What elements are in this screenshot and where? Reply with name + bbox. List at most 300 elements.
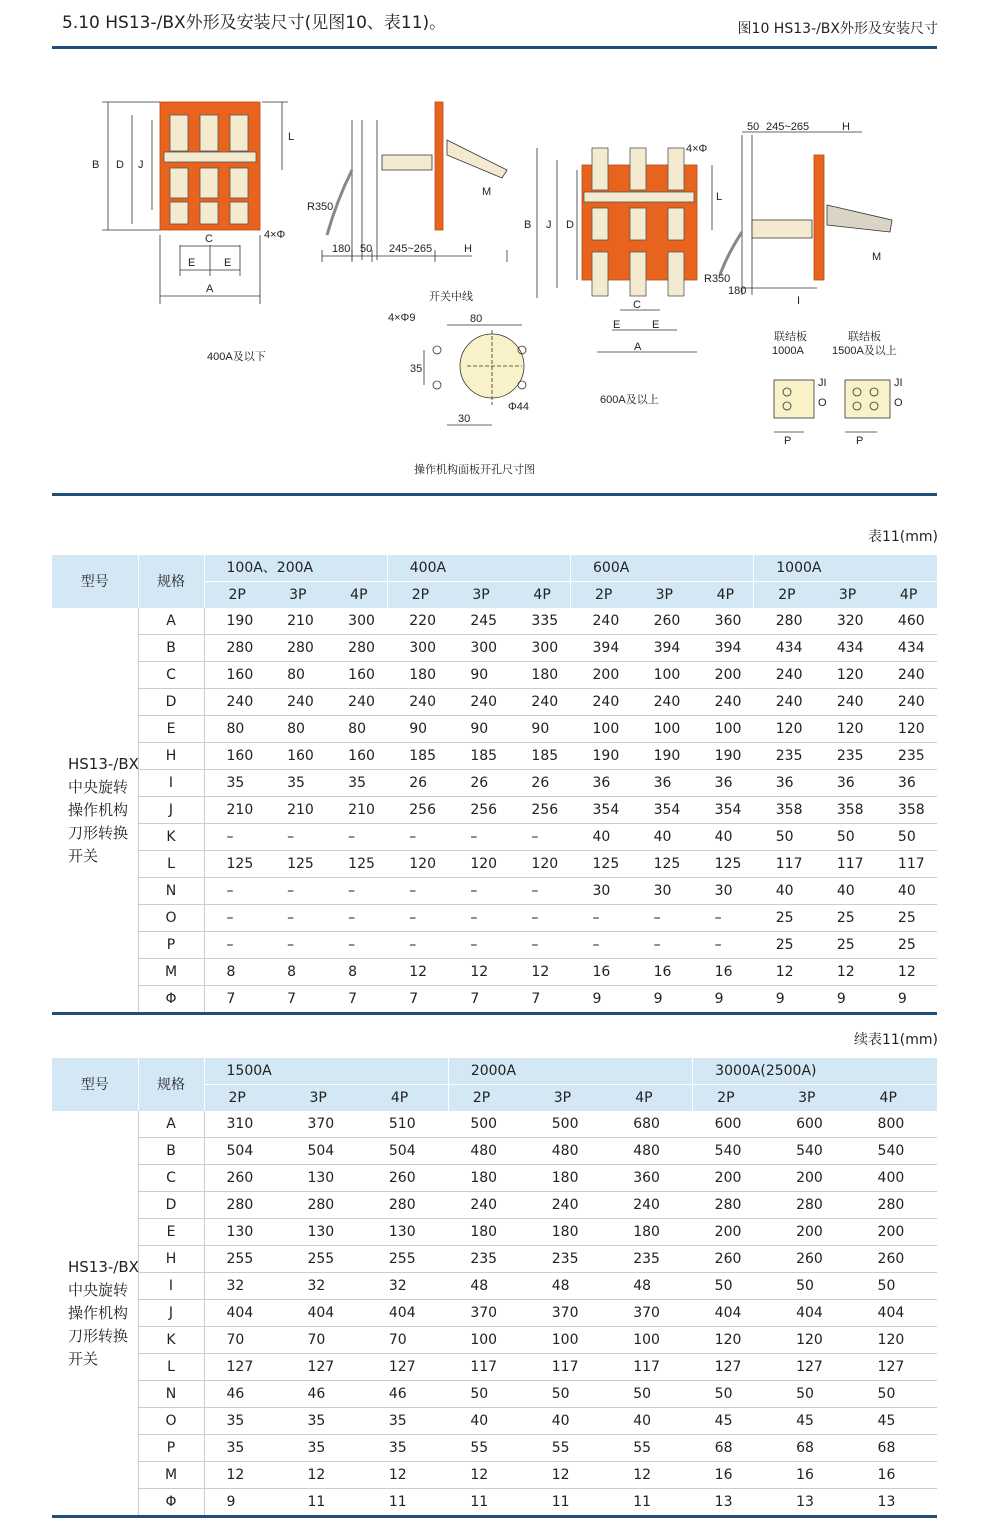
diagram-rule [52, 493, 937, 496]
value-cell: 504 [307, 1143, 335, 1159]
value-cell: 120 [877, 1332, 905, 1348]
value-cell: 120 [836, 721, 864, 737]
value-cell: 36 [592, 775, 611, 791]
dim-h-600: H [842, 121, 850, 133]
spec-key: D [138, 689, 204, 716]
value-cell: 120 [470, 856, 498, 872]
value-cell: 125 [592, 856, 620, 872]
value-cell: 200 [714, 667, 742, 683]
value-cell: 40 [633, 1413, 652, 1429]
dim-180-600: 180 [728, 285, 747, 297]
value-cell: 45 [796, 1413, 814, 1429]
value-cell: 40 [714, 829, 733, 845]
value-cell: 9 [897, 991, 907, 1007]
table-row [52, 959, 937, 986]
value-cell: 260 [388, 1170, 416, 1186]
value-cell: 370 [470, 1305, 498, 1321]
value-cell: 117 [836, 856, 864, 872]
dim-c-600: C [633, 299, 641, 311]
pole-header: 4P [856, 1085, 937, 1112]
table-row [52, 1300, 937, 1327]
value-cell: 235 [775, 748, 803, 764]
value-cell: 256 [409, 802, 436, 818]
value-cell: 130 [307, 1170, 335, 1186]
dim-e1-600: E [613, 319, 621, 331]
value-cell: 434 [775, 640, 803, 656]
table-row [52, 608, 937, 635]
value-cell: 354 [714, 802, 742, 818]
value-cell: 50 [877, 1386, 896, 1402]
value-cell: 240 [592, 613, 620, 629]
value-cell: 400 [877, 1170, 905, 1186]
value-cell: 117 [897, 856, 925, 872]
value-cell: 300 [531, 640, 559, 656]
dim-m-400: M [482, 186, 492, 198]
pole-header: 2P [448, 1085, 529, 1112]
value-cell: 50 [836, 829, 855, 845]
spec-key: E [138, 716, 204, 743]
value-cell: 130 [388, 1224, 416, 1240]
value-cell: 46 [226, 1386, 245, 1402]
value-cell: 127 [796, 1359, 823, 1375]
pole-header: 3P [448, 582, 509, 609]
value-cell: 260 [877, 1251, 905, 1267]
value-cell: 25 [836, 937, 855, 953]
value-cell: – [470, 937, 478, 953]
value-cell: 280 [226, 1197, 254, 1213]
value-cell: 125 [348, 856, 375, 872]
value-cell: 25 [897, 937, 916, 953]
value-cell: 370 [633, 1305, 660, 1321]
pole-header: 4P [876, 582, 937, 609]
value-cell: 127 [226, 1359, 254, 1375]
value-cell: 12 [775, 964, 794, 980]
value-cell: 404 [226, 1305, 254, 1321]
spec-key: M [138, 959, 204, 986]
spec-key: K [138, 824, 204, 851]
value-cell: 117 [551, 1359, 579, 1375]
value-cell: 200 [592, 667, 620, 683]
value-cell: 46 [388, 1386, 407, 1402]
spec-key: H [138, 743, 204, 770]
value-cell: 180 [409, 667, 436, 683]
value-cell: 256 [531, 802, 559, 818]
table-row [52, 1408, 937, 1435]
dim-b-400: B [92, 159, 100, 171]
dim-p-1500: P [856, 435, 864, 447]
value-cell: 9 [836, 991, 846, 1007]
value-cell: 504 [388, 1143, 416, 1159]
value-cell: 358 [775, 802, 803, 818]
value-cell: 127 [877, 1359, 905, 1375]
pole-header: 3P [815, 582, 876, 609]
pole-header: 2P [204, 582, 265, 609]
value-cell: 35 [348, 775, 366, 791]
value-cell: 180 [551, 1224, 579, 1240]
value-cell: 16 [714, 964, 733, 980]
value-cell: 504 [226, 1143, 254, 1159]
spec-key: H [138, 1246, 204, 1273]
value-cell: 280 [287, 640, 314, 656]
value-cell: 30 [653, 883, 672, 899]
value-cell: 600 [796, 1116, 823, 1132]
value-cell: 90 [531, 721, 550, 737]
value-cell: 125 [653, 856, 681, 872]
value-cell: 280 [307, 1197, 335, 1213]
table-row [52, 1273, 937, 1300]
value-cell: 16 [714, 1467, 733, 1483]
spec-key: A [138, 608, 204, 635]
value-cell: 320 [836, 613, 864, 629]
pole-header: 4P [693, 582, 754, 609]
rating-group-header: 2000A [448, 1058, 692, 1085]
value-cell: 280 [388, 1197, 416, 1213]
value-cell: 50 [633, 1386, 652, 1402]
figure-caption: 图10 HS13-/BX外形及安装尺寸 [737, 21, 938, 37]
value-cell: 240 [897, 667, 925, 683]
value-cell: 35 [388, 1413, 407, 1429]
value-cell: 50 [714, 1386, 733, 1402]
value-cell: 358 [897, 802, 925, 818]
table-row [52, 716, 937, 743]
spec-header: 规格 [138, 1058, 204, 1111]
value-cell: 240 [714, 694, 742, 710]
value-cell: 11 [388, 1494, 407, 1510]
value-cell: 120 [714, 1332, 742, 1348]
value-cell: 26 [409, 775, 428, 791]
value-cell: 12 [551, 1467, 570, 1483]
value-cell: 360 [633, 1170, 660, 1186]
value-cell: – [226, 829, 234, 845]
value-cell: 190 [592, 748, 620, 764]
value-cell: 460 [897, 613, 925, 629]
pole-header: 3P [530, 1085, 611, 1112]
value-cell: 45 [714, 1413, 733, 1429]
value-cell: 9 [653, 991, 663, 1007]
value-cell: 7 [226, 991, 236, 1007]
value-cell: 260 [653, 613, 681, 629]
table-row [52, 905, 937, 932]
value-cell: 180 [551, 1170, 579, 1186]
spec-table-2 [52, 1058, 937, 1518]
value-cell: – [470, 829, 478, 845]
value-cell: 26 [531, 775, 550, 791]
value-cell: 480 [470, 1143, 498, 1159]
switch-600a-side [814, 155, 824, 280]
dim-180-400: 180 [332, 243, 351, 255]
dim-l-600: L [716, 191, 723, 203]
value-cell: 35 [388, 1440, 407, 1456]
value-cell: 240 [836, 694, 864, 710]
label-panel-cutout: 操作机构面板开孔尺寸图 [414, 464, 535, 476]
value-cell: 46 [307, 1386, 326, 1402]
value-cell: 68 [714, 1440, 733, 1456]
pole-header: 4P [509, 582, 570, 609]
spec-key: P [138, 932, 204, 959]
spec-key: D [138, 1192, 204, 1219]
value-cell: 404 [307, 1305, 335, 1321]
value-cell: 11 [307, 1494, 326, 1510]
value-cell: 240 [775, 667, 803, 683]
rating-group-header: 600A [571, 555, 754, 582]
value-cell: 90 [470, 667, 489, 683]
pole-header: 2P [693, 1085, 774, 1112]
table-row [52, 1462, 937, 1489]
spec-key: N [138, 878, 204, 905]
dim-r350-400: R350 [307, 201, 334, 213]
spec-key: B [138, 1138, 204, 1165]
value-cell: 50 [796, 1278, 814, 1294]
value-cell: 260 [226, 1170, 254, 1186]
spec-header: 规格 [138, 555, 204, 608]
value-cell: 48 [633, 1278, 652, 1294]
value-cell: 480 [633, 1143, 660, 1159]
value-cell: 210 [287, 613, 314, 629]
value-cell: 70 [388, 1332, 407, 1348]
value-cell: 255 [388, 1251, 416, 1267]
spec-key: B [138, 635, 204, 662]
value-cell: 210 [287, 802, 314, 818]
dim-h-400: H [464, 243, 472, 255]
dim-50-400: 50 [360, 243, 373, 255]
value-cell: – [470, 883, 478, 899]
value-cell: 125 [226, 856, 254, 872]
value-cell: 190 [653, 748, 681, 764]
label-400a: 400A及以下 [207, 351, 266, 363]
dim-c-400: C [205, 233, 213, 245]
dim-phi9: 4×Φ9 [388, 312, 416, 324]
value-cell: 210 [348, 802, 375, 818]
model-header: 型号 [52, 555, 138, 608]
value-cell: 12 [409, 964, 428, 980]
value-cell: 180 [470, 1170, 498, 1186]
value-cell: 280 [796, 1197, 823, 1213]
value-cell: 48 [551, 1278, 570, 1294]
spec-key: C [138, 1165, 204, 1192]
value-cell: 240 [348, 694, 375, 710]
value-cell: 50 [714, 1278, 733, 1294]
rating-group-header: 400A [387, 555, 570, 582]
value-cell: 40 [592, 829, 611, 845]
value-cell: 50 [551, 1386, 570, 1402]
value-cell: 7 [409, 991, 419, 1007]
label-link-1000-a: 联结板 [774, 331, 807, 343]
value-cell: 32 [388, 1278, 407, 1294]
value-cell: 255 [226, 1251, 254, 1267]
value-cell: 354 [653, 802, 681, 818]
value-cell: 12 [836, 964, 855, 980]
spec-key: P [138, 1435, 204, 1462]
dim-80: 80 [470, 313, 483, 325]
value-cell: 16 [877, 1467, 896, 1483]
spec-key: L [138, 1354, 204, 1381]
dim-j-600: J [546, 219, 552, 231]
value-cell: 36 [653, 775, 672, 791]
value-cell: 540 [796, 1143, 823, 1159]
value-cell: 25 [775, 910, 794, 926]
value-cell: 240 [897, 694, 925, 710]
value-cell: 120 [836, 667, 864, 683]
value-cell: 680 [633, 1116, 660, 1132]
table-row [52, 797, 937, 824]
value-cell: 160 [226, 748, 254, 764]
value-cell: 200 [877, 1224, 905, 1240]
spec-key: Φ [138, 986, 204, 1014]
value-cell: 300 [470, 640, 498, 656]
value-cell: 240 [775, 694, 803, 710]
value-cell: 434 [836, 640, 864, 656]
value-cell: 404 [388, 1305, 416, 1321]
value-cell: 160 [287, 748, 314, 764]
table-row [52, 1354, 937, 1381]
value-cell: 25 [897, 910, 916, 926]
dim-ji-1000: JI [818, 377, 827, 389]
value-cell: 240 [653, 694, 681, 710]
pole-header: 3P [285, 1085, 366, 1112]
spec-key: O [138, 1408, 204, 1435]
spec-table-1 [52, 555, 937, 1015]
table-row [52, 851, 937, 878]
value-cell: 40 [470, 1413, 489, 1429]
value-cell: 7 [470, 991, 480, 1007]
rating-group-header: 1000A [754, 555, 937, 582]
value-cell: 120 [531, 856, 559, 872]
spec-key: N [138, 1381, 204, 1408]
pole-header: 3P [632, 582, 693, 609]
value-cell: 40 [836, 883, 855, 899]
pole-header: 4P [367, 1085, 448, 1112]
value-cell: 12 [897, 964, 916, 980]
value-cell: 70 [226, 1332, 245, 1348]
value-cell: 50 [897, 829, 916, 845]
dim-j-400: J [138, 159, 144, 171]
value-cell: 354 [592, 802, 620, 818]
value-cell: 117 [633, 1359, 660, 1375]
dim-phi-400: 4×Φ [264, 229, 286, 241]
value-cell: – [592, 910, 600, 926]
dim-a-600: A [634, 341, 642, 353]
value-cell: 434 [897, 640, 925, 656]
value-cell: 40 [897, 883, 916, 899]
value-cell: 360 [714, 613, 742, 629]
value-cell: 9 [592, 991, 602, 1007]
value-cell: 260 [714, 1251, 742, 1267]
value-cell: 130 [307, 1224, 335, 1240]
table1-caption: 表11(mm) [867, 529, 938, 545]
value-cell: 117 [470, 1359, 498, 1375]
value-cell: 300 [409, 640, 436, 656]
value-cell: 394 [714, 640, 742, 656]
top-rule [52, 46, 937, 49]
dim-30: 30 [458, 413, 471, 425]
value-cell: 100 [714, 721, 742, 737]
table-row [52, 1165, 937, 1192]
value-cell: – [287, 883, 295, 899]
value-cell: 16 [653, 964, 672, 980]
value-cell: 12 [470, 1467, 489, 1483]
value-cell: 370 [551, 1305, 579, 1321]
value-cell: 125 [714, 856, 742, 872]
table-row [52, 932, 937, 959]
value-cell: 480 [551, 1143, 579, 1159]
table-row [52, 689, 937, 716]
dim-d-400: D [116, 159, 124, 171]
value-cell: 235 [551, 1251, 579, 1267]
value-cell: 127 [714, 1359, 742, 1375]
value-cell: 26 [470, 775, 489, 791]
value-cell: 335 [531, 613, 559, 629]
value-cell: 50 [775, 829, 794, 845]
value-cell: 185 [470, 748, 498, 764]
value-cell: 45 [877, 1413, 896, 1429]
dim-m-600: M [872, 251, 882, 263]
label-600a: 600A及以上 [600, 394, 659, 406]
value-cell: 510 [388, 1116, 416, 1132]
value-cell: – [653, 937, 661, 953]
dim-phi44: Φ44 [508, 401, 530, 413]
value-cell: – [348, 829, 356, 845]
value-cell: 90 [470, 721, 489, 737]
value-cell: 36 [836, 775, 855, 791]
value-cell: 180 [531, 667, 559, 683]
value-cell: 260 [796, 1251, 823, 1267]
value-cell: – [531, 883, 539, 899]
value-cell: 30 [592, 883, 611, 899]
pole-header: 3P [265, 582, 326, 609]
value-cell: 7 [348, 991, 358, 1007]
switch-400a-side [435, 102, 443, 230]
value-cell: 120 [796, 1332, 823, 1348]
value-cell: 160 [348, 748, 375, 764]
dim-35: 35 [410, 363, 423, 375]
value-cell: 235 [897, 748, 925, 764]
value-cell: 55 [470, 1440, 489, 1456]
value-cell: 240 [592, 694, 620, 710]
value-cell: 404 [714, 1305, 742, 1321]
value-cell: 50 [877, 1278, 896, 1294]
value-cell: 540 [877, 1143, 905, 1159]
value-cell: – [287, 937, 295, 953]
table-row [52, 743, 937, 770]
value-cell: 540 [714, 1143, 742, 1159]
value-cell: 9 [714, 991, 724, 1007]
value-cell: 90 [409, 721, 428, 737]
value-cell: 100 [592, 721, 620, 737]
value-cell: 500 [470, 1116, 498, 1132]
value-cell: 35 [287, 775, 305, 791]
value-cell: – [226, 937, 234, 953]
value-cell: 245 [470, 613, 498, 629]
spec-key: I [138, 1273, 204, 1300]
value-cell: 50 [796, 1386, 814, 1402]
value-cell: 40 [653, 829, 672, 845]
value-cell: 280 [714, 1197, 742, 1213]
table-row [52, 986, 937, 1014]
label-center-line: 开关中线 [429, 291, 473, 303]
spec-key: Φ [138, 1489, 204, 1517]
value-cell: 240 [531, 694, 559, 710]
value-cell: 80 [226, 721, 245, 737]
value-cell: 25 [836, 910, 855, 926]
value-cell: 13 [877, 1494, 896, 1510]
value-cell: 40 [551, 1413, 570, 1429]
table-row [52, 770, 937, 797]
pole-header: 2P [754, 582, 815, 609]
model-name: HS13-/BX中央旋转操作机构刀形转换开关 [52, 1111, 138, 1517]
value-cell: – [348, 937, 356, 953]
value-cell: – [409, 937, 417, 953]
dim-e2-400: E [224, 257, 232, 269]
